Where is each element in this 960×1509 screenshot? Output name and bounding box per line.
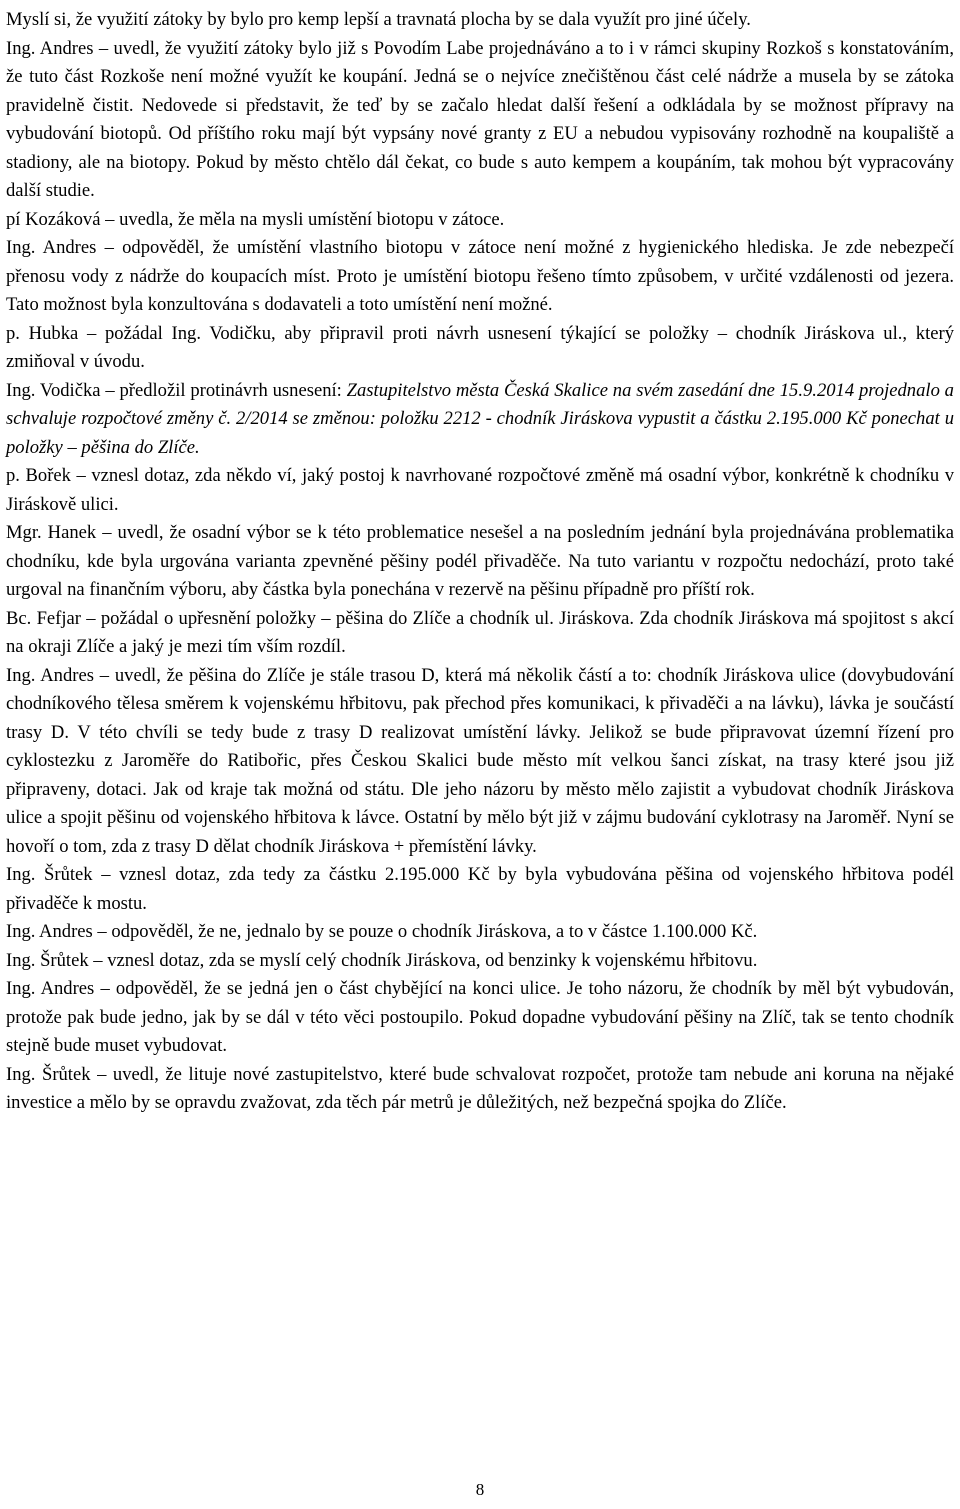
- paragraph-andres-zatoka: Ing. Andres – uvedl, že využití zátoky bylo již s Povodím Labe projednáváno a to i v rámci skupiny Rozkoš s konstatováním, že tuto část Rozkoše není možné využít ke koupání. Jedná se o nejvíce znečištěnou část celé nádrže a musela by se zátoka pravidelně čistit. Nedovede si představit, že teď by se začalo hledat další řešení a odkládala by se možnost přípravy na vybudování biotopů. Od příštího roku mají být vypsány nové granty z EU a nebudou vypisovány rozhodně na koupaliště a stadiony, ale na biotopy. Pokud by město chtělo dál čekat, co bude s auto kempem a koupáním, tak mohou být vypracovány další studie.: [6, 37, 954, 201]
- resolution-text: Zastupitelstvo města Česká Skalice na svém zasedání dne 15.9.2014 projednalo a schvaluje rozpočtové změny č. 2/2014 se změnou: položku 2212 - chodník Jiráskova vypustit a částku 2.195.000 Kč ponechat u položky – pěšina do Zlíče.: [6, 379, 954, 458]
- page-number: 8: [475, 1480, 485, 1499]
- paragraph-fefjar-upresneni: Bc. Fefjar – požádal o upřesnění položky – pěšina do Zlíče a chodník ul. Jiráskova. Zda chodník Jiráskova má spojitost s akcí na okraji Zlíče a jaký je mezi tím vším rozdíl.: [6, 607, 954, 657]
- paragraph-andres-hygiena: Ing. Andres – odpověděl, že umístění vlastního biotopu v zátoce není možné z hygienického hlediska. Je zde nebezpečí přenosu vody z nádrže do koupacích míst. Proto je umístění biotopu řešeno tímto způsobem, v určité vzdálenosti od jezera. Tato možnost byla konzultována s dodavateli a toto umístění není možné.: [6, 237, 954, 315]
- paragraph-andres-chybejici-cast: Ing. Andres – odpověděl, že se jedná jen o část chybějící na konci ulice. Je toho názoru, že chodník by měl být vybudován, protože pak bude jedno, jak by se dál v této věci postoupilo. Pokud dopadne vybudování pěšiny na Zlíč, tak se tento chodník stejně bude muset vybudovat.: [6, 978, 954, 1056]
- paragraph-hubka-navrh: p. Hubka – požádal Ing. Vodičku, aby připravil proti návrh usnesení týkající se položky – chodník Jiráskova ul., který zmiňoval v úvodu.: [6, 322, 954, 372]
- paragraph-andres-trasa-d: Ing. Andres – uvedl, že pěšina do Zlíče je stále trasou D, která má několik částí a to: chodník Jiráskova ulice (dovybudování chodníkového tělesa směrem k vojenskému hřbitovu, pak přechod přes komunikaci, k přivaděči a na lávku), lávka je součástí trasy D. V této chvíli se tedy bude z trasy D realizovat umístění lávky. Jelikož se bude připravovat územní řízení pro cyklostezku z Jaroměře do Ratibořic, přes Českou Skalici bude město mít velkou šanci získat, na trasy které jsou již připraveny, dotaci. Jak od kraje tak možná od státu. Dle jeho názoru by město mělo zajistit a vybudovat chodník Jiráskova ulice a spojit pěšinu od vojenského hřbitova k lávce. Ostatní by mělo být již v zájmu budování cyklotrasy na Jaroměř. Nyní se hovoří o tom, zda z trasy D dělat chodník Jiráskova + přemístění lávky.: [6, 664, 954, 857]
- paragraph-srutek-cely-chodnik: Ing. Šrůtek – vznesl dotaz, zda se myslí celý chodník Jiráskova, od benzinky k vojenskému hřbitovu.: [6, 949, 758, 971]
- paragraph-srutek-lituje: Ing. Šrůtek – uvedl, že lituje nové zastupitelstvo, které bude schvalovat rozpočet, protože tam nebude ani koruna na nějaké investice a mělo by se opravdu zvažovat, zda těch pár metrů je důležitých, než bezpečná spojka do Zlíče.: [6, 1063, 954, 1113]
- paragraph-srutek-castka: Ing. Šrůtek – vznesl dotaz, zda tedy za částku 2.195.000 Kč by byla vybudována pěšina od vojenského hřbitova podél přivaděče k mostu.: [6, 864, 954, 914]
- paragraph-hanek-osadni-vybor: Mgr. Hanek – uvedl, že osadní výbor se k této problematice nesešel a na posledním jednání byla projednávána problematika chodníku, kde byla urgována varianta zpevněné pěšiny podél přivaděče. Na tuto variantu v rozpočtu nedochází, proto také urgoval na finančním výboru, aby částka byla ponechána v rezervě na pěšinu případně pro příští rok.: [6, 522, 954, 600]
- paragraph-borek-dotaz: p. Bořek – vznesl dotaz, zda někdo ví, jaký postoj k navrhované rozpočtové změně má osadní výbor, konkrétně k chodníku v Jiráskově ulici.: [6, 465, 954, 515]
- paragraph-andres-ne: Ing. Andres – odpověděl, že ne, jednalo by se pouze o chodník Jiráskova, a to v částce 1.100.000 Kč.: [6, 921, 758, 942]
- paragraph-vodicka-protinavrh: [6, 377, 954, 463]
- resolution-lead: Ing. Vodička – předložil protinávrh usnesení:: [6, 379, 347, 401]
- document-page: [6, 0, 954, 1118]
- paragraph-kozakova-biotop: pí Kozáková – uvedla, že měla na mysli umístění biotopu v zátoce.: [6, 208, 505, 230]
- paragraph-zatoka-kemp: Myslí si, že využití zátoky by bylo pro kemp lepší a travnatá plocha by se dala využít pro jiné účely.: [6, 9, 751, 30]
